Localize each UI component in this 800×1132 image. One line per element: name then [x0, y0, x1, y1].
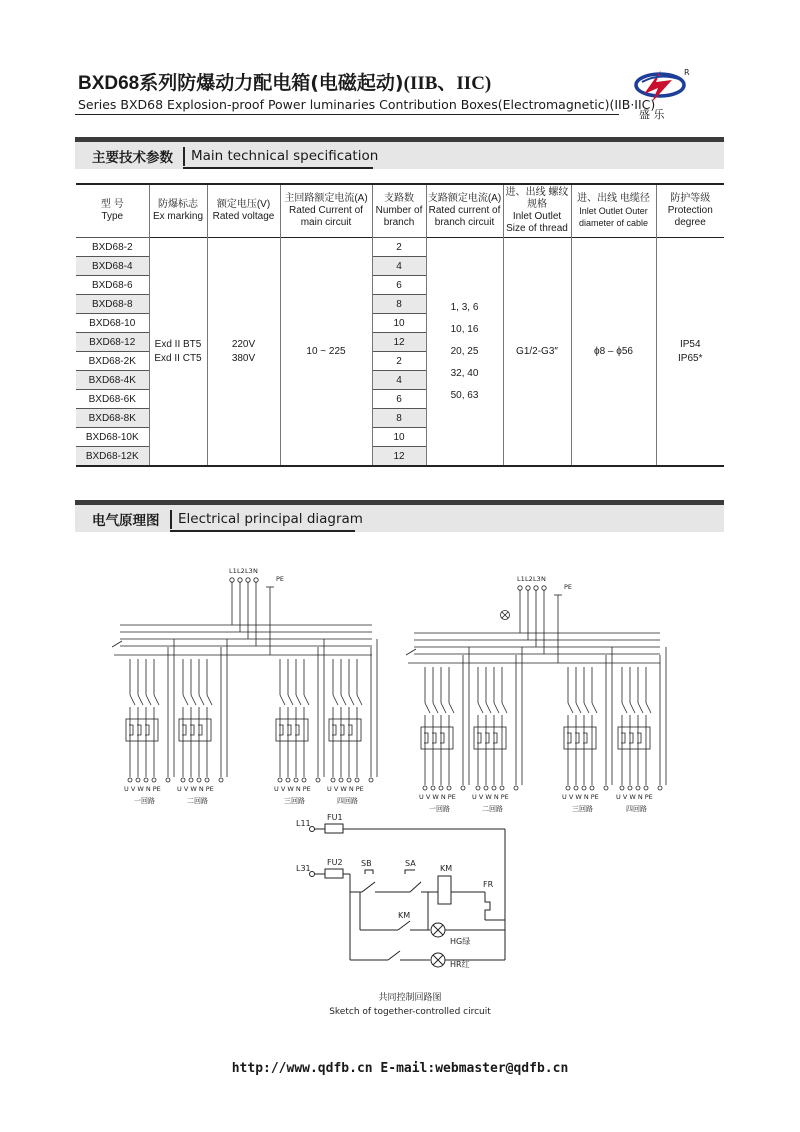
label-hg: HG绿	[450, 937, 471, 946]
terminal-label: U V W N PE	[472, 793, 509, 801]
section-title-en: Electrical principal diagram	[178, 511, 363, 527]
cell-type: BXD68-8	[76, 295, 149, 314]
cell-type: BXD68-12K	[76, 447, 149, 467]
busbar	[112, 578, 372, 655]
header-divider	[75, 114, 619, 115]
spec-table	[76, 183, 724, 467]
branch-circuit	[564, 647, 612, 790]
bus-label: L1	[229, 567, 237, 575]
cell-protection: IP54 IP65*	[656, 238, 724, 467]
cell-branch-count: 4	[372, 371, 426, 390]
circuit-label: 四回路	[626, 805, 647, 813]
pe-label: PE	[564, 583, 573, 591]
bus-label: L1	[517, 575, 525, 583]
branch-circuit	[618, 647, 666, 790]
section-underline	[183, 167, 373, 169]
bus-label: L2	[525, 575, 533, 583]
cell-branch-count: 6	[372, 276, 426, 295]
terminal-label: U V W N PE	[419, 793, 456, 801]
bus-label: N	[541, 575, 546, 583]
company-logo	[628, 66, 696, 124]
bus-label: L2	[237, 567, 245, 575]
section-separator	[183, 147, 185, 166]
branch-circuit	[179, 639, 227, 782]
cell-type: BXD68-6	[76, 276, 149, 295]
branch-circuit	[329, 639, 377, 782]
label-sb: SB	[361, 859, 372, 868]
pe-label: PE	[276, 575, 285, 583]
footer-contact: http://www.qdfb.cn E-mail:webmaster@qdfb.cn	[231, 1061, 569, 1076]
label-km-aux: KM	[398, 911, 411, 920]
circuit-label: 二回路	[187, 797, 208, 805]
cell-ex-marking: Exd II BT5 Exd II CT5	[149, 238, 207, 467]
cell-type: BXD68-4	[76, 257, 149, 276]
branch-circuit	[276, 639, 324, 782]
label-fr: FR	[483, 880, 494, 889]
cell-type: BXD68-2	[76, 238, 149, 257]
terminal-label: U V W N PE	[327, 785, 364, 793]
label-km: KM	[440, 864, 453, 873]
terminal-label: U V W N PE	[562, 793, 599, 801]
bus-label: N	[253, 567, 258, 575]
section-separator	[170, 510, 172, 529]
cell-branch-count: 8	[372, 409, 426, 428]
section-title-en: Main technical specification	[191, 148, 379, 164]
cell-branch-current: 1, 3, 6 10, 16 20, 25 32, 40 50, 63	[426, 238, 503, 467]
cell-type: BXD68-6K	[76, 390, 149, 409]
cell-type: BXD68-8K	[76, 409, 149, 428]
table-header-row	[76, 184, 724, 238]
cell-cable: ϕ8 – ϕ56	[571, 238, 656, 467]
circuit-label: 一回路	[134, 797, 155, 805]
label-fu1: FU1	[327, 813, 343, 822]
cell-branch-count: 2	[372, 238, 426, 257]
page-title: BXD68系列防爆动力配电箱(电磁起动)(IIB、IIC)	[78, 72, 492, 94]
bus-label: L3	[245, 567, 253, 575]
circuit-label: 一回路	[429, 805, 450, 813]
cell-branch-count: 10	[372, 314, 426, 333]
cell-type: BXD68-4K	[76, 371, 149, 390]
col-header-protection: 防护等级 Protection degree	[656, 184, 724, 238]
cell-voltage: 220V 380V	[207, 238, 280, 467]
section-header-diagram	[75, 505, 724, 532]
cell-branch-count: 4	[372, 257, 426, 276]
col-header-type: 型 号 Type	[76, 184, 149, 238]
col-header-voltage: 额定电压(V) Rated voltage	[207, 184, 280, 238]
title-cn: 系列防爆动力配电箱(电磁起动)	[139, 72, 404, 94]
control-caption-cn: 共同控制回路图	[378, 993, 442, 1003]
label-hr: HR红	[450, 960, 470, 969]
circuit-label: 三回路	[572, 805, 593, 813]
section-title-cn: 电气原理图	[92, 513, 160, 529]
terminal-label: U V W N PE	[616, 793, 653, 801]
cell-type: BXD68-12	[76, 333, 149, 352]
logo-text: 盛 乐	[639, 108, 665, 121]
branch-circuit	[126, 639, 174, 782]
label-l11: L11	[296, 819, 311, 828]
col-header-cable: 进、出线 电缆径 Inlet Outlet Outer diameter of cable	[571, 184, 656, 238]
branch-circuit	[474, 647, 522, 790]
cell-branch-count: 12	[372, 447, 426, 467]
table-row	[76, 238, 724, 257]
cell-type: BXD68-10	[76, 314, 149, 333]
section-title-cn: 主要技术参数	[92, 150, 173, 166]
col-header-branch-count: 支路数 Number of branch	[372, 184, 426, 238]
registered-mark: R	[684, 68, 690, 77]
control-circuit-diagram	[280, 810, 540, 1020]
control-caption-en: Sketch of together-controlled circuit	[329, 1007, 491, 1017]
terminal-label: U V W N PE	[274, 785, 311, 793]
circuit-label: 三回路	[284, 797, 305, 805]
col-header-thread: 进、出线 螺纹规格 Inlet Outlet Size of thread	[503, 184, 571, 238]
section-header-specs	[75, 142, 724, 169]
cell-main-current: 10 ~ 225	[280, 238, 372, 467]
section-underline	[170, 530, 355, 532]
title-class: (IIB、IIC)	[403, 73, 492, 94]
cell-branch-count: 2	[372, 352, 426, 371]
power-circuit-diagrams	[0, 555, 800, 813]
page-subtitle: Series BXD68 Explosion-proof Power luminaries Contribution Boxes(Electromagnetic)(IIB·IIC)	[78, 97, 656, 112]
branch-circuit	[421, 647, 469, 790]
cell-branch-count: 12	[372, 333, 426, 352]
terminal-label: U V W N PE	[177, 785, 214, 793]
cell-branch-count: 6	[372, 390, 426, 409]
col-header-main-current: 主回路额定电流(A) Rated Current of main circuit	[280, 184, 372, 238]
label-fu2: FU2	[327, 858, 343, 867]
col-header-branch-current: 支路额定电流(A) Rated current of branch circuit	[426, 184, 503, 238]
col-header-ex: 防爆标志 Ex marking	[149, 184, 207, 238]
busbar	[406, 586, 660, 663]
bus-label: L3	[533, 575, 541, 583]
label-sa: SA	[405, 859, 416, 868]
cell-branch-count: 8	[372, 295, 426, 314]
cell-thread: G1/2-G3″	[503, 238, 571, 467]
circuit-label: 二回路	[482, 805, 503, 813]
cell-type: BXD68-2K	[76, 352, 149, 371]
label-l31: L31	[296, 864, 311, 873]
cell-branch-count: 10	[372, 428, 426, 447]
terminal-label: U V W N PE	[124, 785, 161, 793]
cell-type: BXD68-10K	[76, 428, 149, 447]
circuit-label: 四回路	[337, 797, 358, 805]
